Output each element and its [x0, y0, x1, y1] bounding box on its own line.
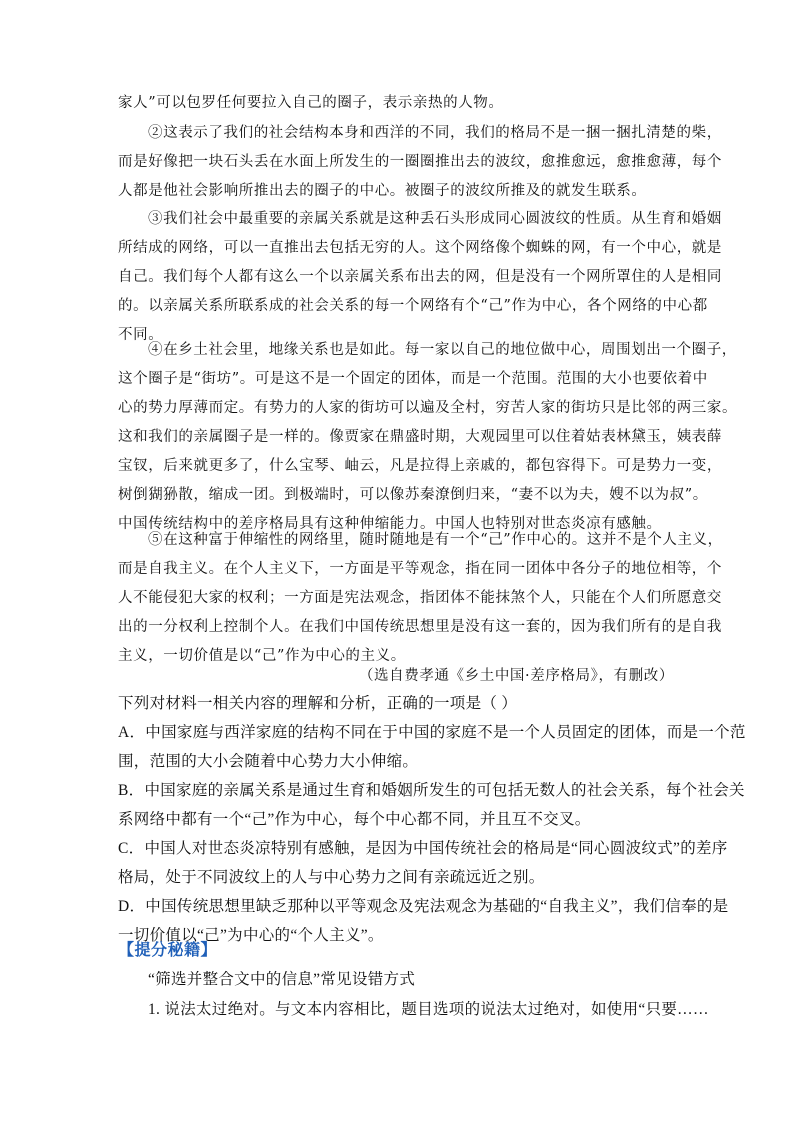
option-a[interactable]: A．中国家庭与西洋家庭的结构不同在于中国的家庭不是一个人员固定的团体，而是一个范	[118, 724, 746, 741]
question-stem: 下列对材料一相关内容的理解和分析，正确的一项是（ ）	[118, 695, 518, 712]
option-b-cont: 系网络中都有一个“己”作为中心，每个中心都不同，并且互不交叉。	[118, 811, 591, 828]
passage-paragraph-5	[118, 526, 723, 671]
passage-line: ④在乡土社会里，地缘关系也是如此。每一家以自己的地位做中心，周围划出一个圈子，	[148, 342, 737, 358]
passage-line: 中国传统结构中的差序格局具有这种伸缩能力。中国人也特别对世态炎凉有感触。	[118, 516, 662, 532]
passage-paragraph-3	[118, 205, 722, 350]
passage-paragraph-4	[118, 336, 738, 539]
passage-line: 心的势力厚薄而定。有势力的人家的街坊可以遍及全村，穷苦人家的街坊只是比邻的两三家。	[118, 400, 738, 416]
passage-line: 而是自我主义。在个人主义下，一方面是平等观念，指在同一团体中各分子的地位相等，个	[118, 561, 722, 577]
option-b[interactable]: B．中国家庭的亲属关系是通过生育和婚姻所发生的可包括无数人的社会关系，每个社会关	[118, 782, 745, 799]
passage-line: 宝钗，后来就更多了，什么宝琴、岫云，凡是拉得上亲戚的，都包容得下。可是势力一变，	[118, 458, 722, 474]
passage-line: ②这表示了我们的社会结构本身和西洋的不同，我们的格局不是一捆一捆扎清楚的柴，	[148, 125, 722, 141]
passage-line: 家人”可以包罗任何要拉入自己的圈子，表示亲热的人物。	[118, 95, 504, 111]
passage-line: 自己。我们每个人都有这么一个以亲属关系布出去的网，但是没有一个网所罩住的人是相同	[118, 269, 722, 285]
passage-line: 的。以亲属关系所联系成的社会关系的每一个网络有个“己”作为中心，各个网络的中心都	[118, 298, 708, 314]
passage-line: 这个圈子是“街坊”。可是这不是一个固定的团体，而是一个范围。范围的大小也要依着中	[118, 371, 708, 387]
passage-line: 人都是他社会影响所推出去的圈子的中心。被圈子的波纹所推及的就发生联系。	[118, 183, 647, 199]
tips-item: 1. 说法太过绝对。与文本内容相比，题目选项的说法太过绝对，如使用“只要……	[148, 1001, 709, 1018]
tips-subtitle: “筛选并整合文中的信息”常见设错方式	[148, 971, 416, 988]
passage-line: 而是好像把一块石头丢在水面上所发生的一圈圈推出去的波纹，愈推愈远，愈推愈薄，每个	[118, 154, 722, 170]
passage-line: 树倒猢狲散，缩成一团。到极端时，可以像苏秦潦倒归来，“妻不以为夫，嫂不以为叔”。	[118, 487, 708, 503]
passage-line: ⑤在这种富于伸缩性的网络里，随时随地是有一个“己”作中心的。这并不是个人主义，	[148, 532, 723, 548]
option-d[interactable]: D．中国传统思想里缺乏那种以平等观念及宪法观念为基础的“自我主义”，我们信奉的是	[118, 898, 729, 915]
passage-paragraph-2	[118, 119, 722, 206]
reading-passage	[118, 89, 678, 118]
passage-line: 人不能侵犯大家的权利；一方面是宪法观念，指团体不能抹煞个人，只能在个人们所愿意交	[118, 590, 722, 606]
option-c[interactable]: C．中国人对世态炎凉特别有感触，是因为中国传统社会的格局是“同心圆波纹式”的差序	[118, 840, 728, 857]
passage-line: 这和我们的亲属圈子是一样的。像贾家在鼎盛时期，大观园里可以住着姑表林黛玉，姨表薛	[118, 429, 722, 445]
option-c-cont: 格局，处于不同波纹上的人与中心势力之间有亲疏远近之别。	[118, 869, 545, 886]
passage-line: 所结成的网络，可以一直推出去包括无穷的人。这个网络像个蜘蛛的网，有一个中心，就是	[118, 240, 722, 256]
tips-heading: 【提分秘籍】	[118, 940, 218, 959]
passage-line: 不同。	[118, 327, 164, 343]
passage-source: （选自费孝通《乡土中国·差序格局》，有删改）	[358, 668, 674, 684]
option-a-cont: 围，范围的大小会随着中心势力大小伸缩。	[118, 753, 419, 770]
passage-line: 出的一分权利上控制个人。在我们中国传统思想里是没有这一套的，因为我们所有的是自我	[118, 619, 722, 635]
passage-line: 主义，一切价值是以“己”作为中心的主义。	[118, 648, 406, 664]
question-block	[118, 689, 746, 950]
option-d-cont: 一切价值以“己”为中心的“个人主义”。	[118, 927, 384, 944]
passage-line: ③我们社会中最重要的亲属关系就是这种丢石头形成同心圆波纹的性质。从生育和婚姻	[148, 211, 722, 227]
